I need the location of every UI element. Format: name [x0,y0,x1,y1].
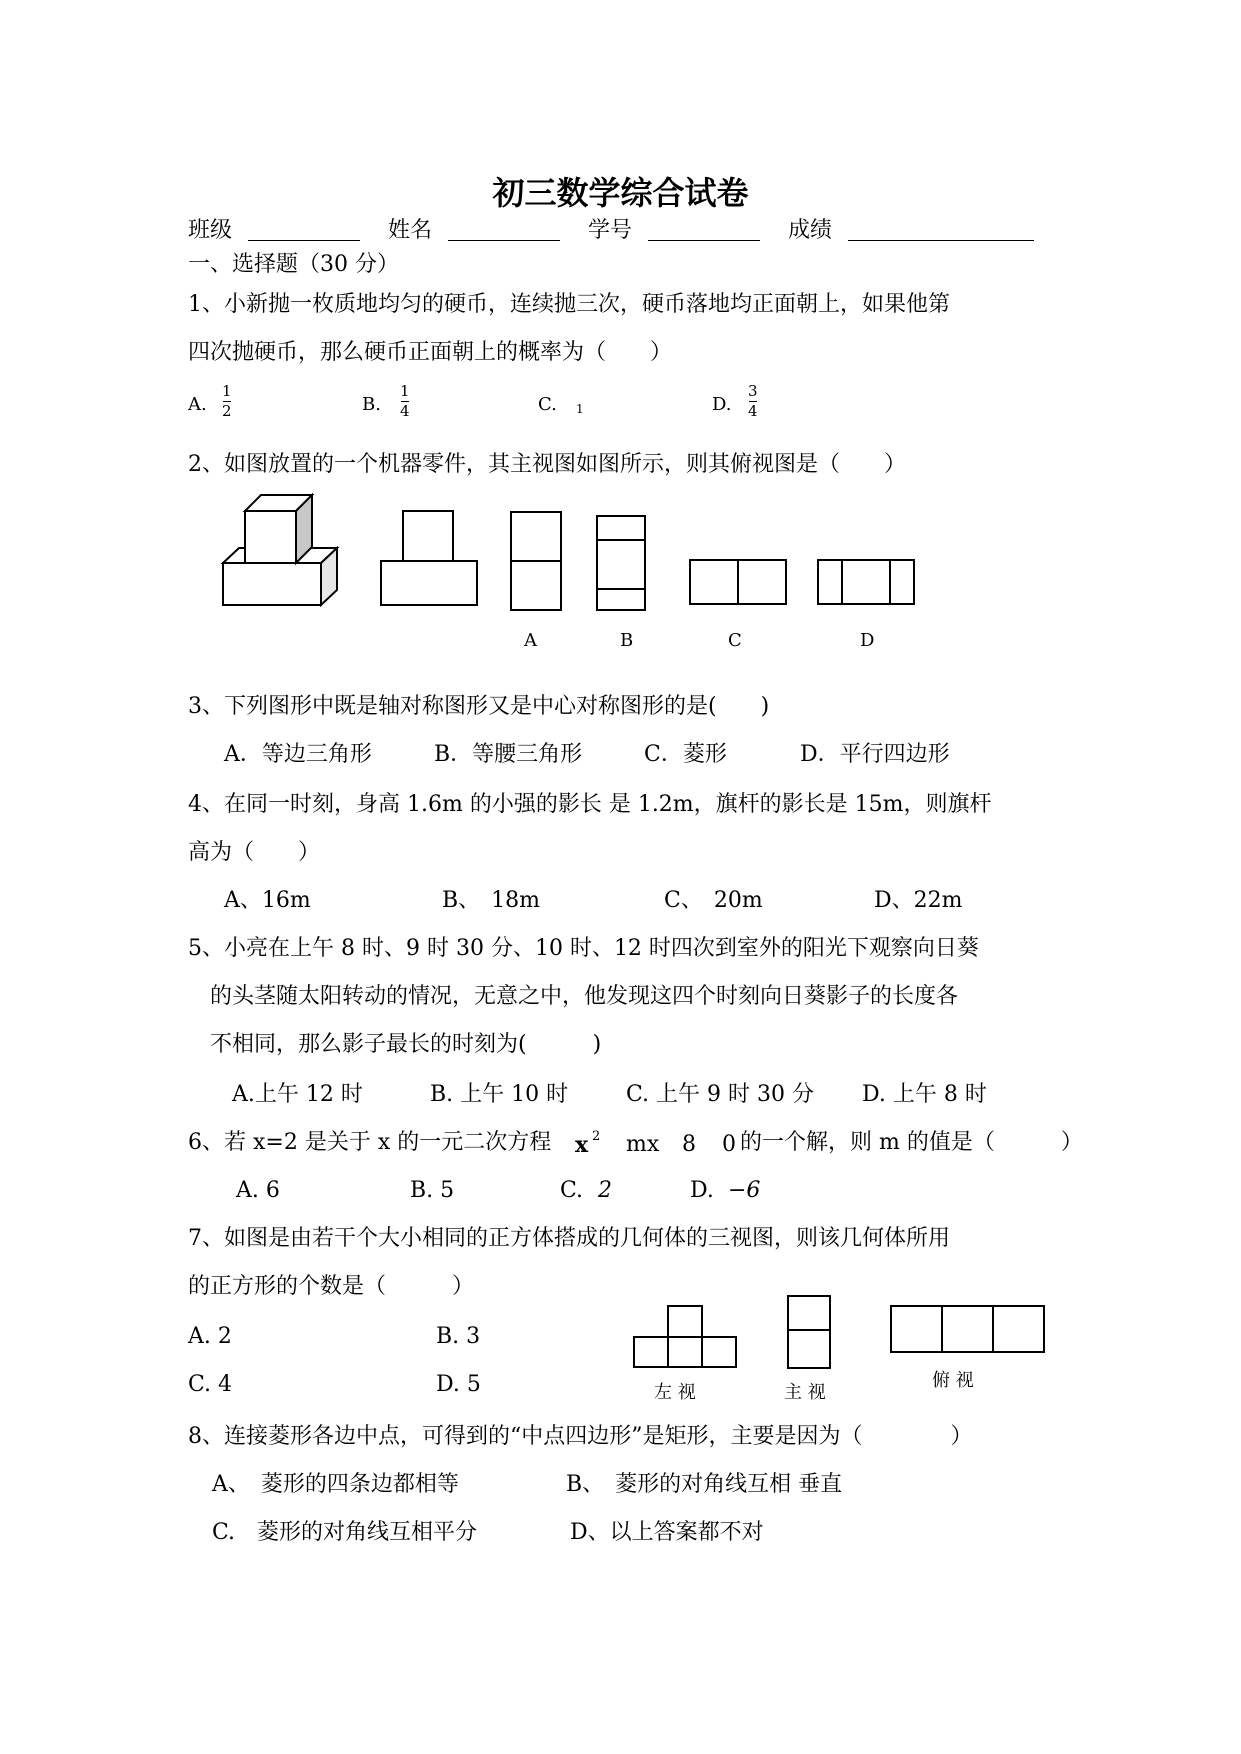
q6-line1-end: 的一个解，则 m 的值是（ ） [740,1130,1083,1155]
q2-option-c-shape [690,560,786,604]
q6-eq-exponent: 2 [592,1129,601,1144]
score-label: 成绩 [788,218,833,243]
name-label: 姓名 [388,218,433,243]
q1-option-c: C. [538,394,557,415]
q5-option-d: D. 上午 8 时 [862,1082,987,1107]
page-title: 初三数学综合试卷 [492,174,749,212]
q1-c-value: 1 [576,402,584,416]
q7-option-d: D. 5 [436,1372,481,1397]
q8-option-c: C. 菱形的对角线互相平分 [212,1520,478,1545]
q4-option-b: B、 18m [442,888,541,913]
section-heading: 一、选择题（30 分） [188,252,399,277]
q5-line1: 5、小亮在上午 8 时、9 时 30 分、10 时、12 时四次到室外的阳光下观察向日葵 [188,936,979,961]
q1-option-a: A. [188,394,207,415]
q2-label-c: C [728,630,742,651]
q6-eq-zero: 0 [722,1132,736,1157]
q5-line2: 的头茎随太阳转动的情况，无意之中，他发现这四个时刻向日葵影子的长度各 [210,984,959,1009]
class-label: 班级 [188,218,233,243]
q2-label-b: B [620,630,634,651]
q6-eq-const: 8 [682,1132,696,1157]
id-field[interactable] [648,240,760,241]
q6-option-a: A. 6 [236,1178,280,1203]
q2-main-view [381,511,477,605]
q4-line2: 高为（ ） [188,840,321,865]
id-label: 学号 [588,218,633,243]
q3-option-c: C．菱形 [644,742,727,767]
q1-option-d: D. [712,394,732,415]
q5-option-a: A.上午 12 时 [232,1082,363,1107]
q1-option-b: B. [362,394,381,415]
q6-eq-x: x [575,1132,589,1158]
q5-line3: 不相同，那么影子最长的时刻为( ) [210,1032,602,1057]
q6-c-value: 2 [598,1178,612,1203]
q3-option-a: A．等边三角形 [224,742,372,767]
q1-b-fraction: 1 4 [400,382,410,420]
q4-option-d: D、22m [874,888,963,913]
score-field[interactable] [848,240,1034,241]
q7-main-view-label: 主 视 [784,1382,826,1403]
q7-top-view-label: 俯 视 [932,1370,974,1391]
q8-option-d: D、以上答案都不对 [570,1520,764,1545]
q6-option-d: D. [690,1178,714,1203]
class-field[interactable] [248,240,360,241]
q6-eq-mx: mx [626,1132,660,1157]
q8-line1: 8、连接菱形各边中点，可得到的“中点四边形”是矩形，主要是因为（ ） [188,1424,973,1449]
q1-a-fraction: 1 2 [222,382,232,420]
q8-option-b: B、 菱形的对角线互相 垂直 [566,1472,843,1497]
q1-line2: 四次抛硬币，那么硬币正面朝上的概率为（ ） [188,340,673,365]
q2-option-d-shape [818,560,914,604]
q2-option-b-shape [597,516,645,610]
q1-d-fraction: 3 4 [748,382,758,420]
name-field[interactable] [448,240,560,241]
q6-option-c: C. [560,1178,584,1203]
q4-option-a: A、16m [224,888,311,913]
q2-solid-figure [223,495,337,605]
q3-line1: 3、下列图形中既是轴对称图形又是中心对称图形的是( ) [188,694,770,719]
q7-option-b: B. 3 [436,1324,481,1349]
q4-line1: 4、在同一时刻，身高 1.6m 的小强的影长 是 1.2m，旗杆的影长是 15m，则旗杆 [188,792,992,817]
q6-option-b: B. 5 [410,1178,455,1203]
q8-option-a: A、 菱形的四条边都相等 [212,1472,459,1497]
q3-option-b: B．等腰三角形 [434,742,583,767]
q7-option-a: A. 2 [188,1324,232,1349]
q7-top-view-shape [891,1306,1044,1352]
q2-line1: 2、如图放置的一个机器零件，其主视图如图所示，则其俯视图是（ ） [188,452,906,477]
q6-d-value: −6 [728,1178,761,1203]
q7-left-view-label: 左 视 [654,1382,696,1403]
q7-line2: 的正方形的个数是（ ） [188,1274,475,1299]
q1-line1: 1、小新抛一枚质地均匀的硬币，连续抛三次，硬币落地均正面朝上，如果他第 [188,292,950,317]
q7-line1: 7、如图是由若干个大小相同的正方体搭成的几何体的三视图，则该几何体所用 [188,1226,950,1251]
q7-option-c: C. 4 [188,1372,233,1397]
q3-option-d: D．平行四边形 [800,742,950,767]
q7-left-view-shape [634,1306,736,1367]
q7-main-view-shape [788,1296,830,1368]
q2-label-d: D [860,630,875,651]
q4-option-c: C、 20m [664,888,763,913]
q2-option-a-shape [511,512,561,610]
q5-option-b: B. 上午 10 时 [430,1082,569,1107]
q5-option-c: C. 上午 9 时 30 分 [626,1082,814,1107]
q2-label-a: A [524,630,537,651]
q6-line1-start: 6、若 x=2 是关于 x 的一元二次方程 [188,1130,552,1155]
